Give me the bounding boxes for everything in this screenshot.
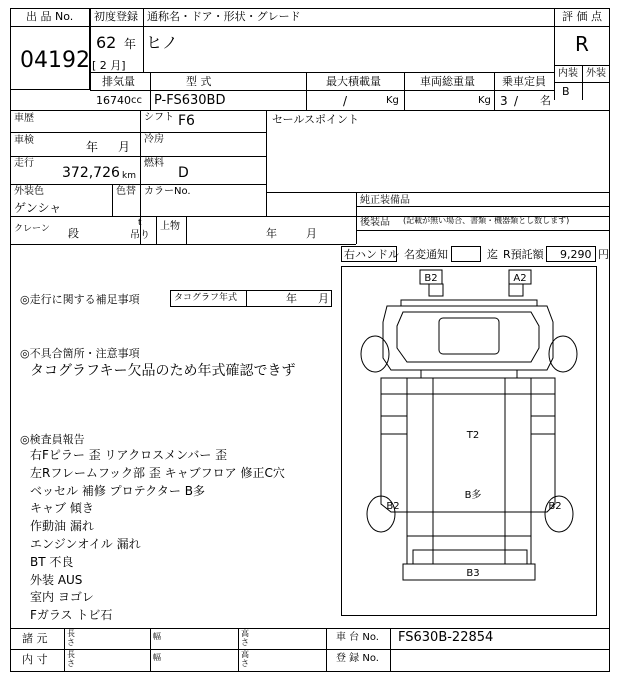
color-change-label: 色替 xyxy=(116,186,136,197)
shift-value: F6 xyxy=(178,113,195,129)
model-label: 型 式 xyxy=(186,75,212,88)
max-load-slash: / xyxy=(343,94,348,108)
width-label-2: 幅 xyxy=(153,653,161,662)
sales-point-label: セールスポイント xyxy=(272,113,360,126)
recycle-unit: 円 xyxy=(598,248,609,261)
interior-label: 内装 xyxy=(558,68,578,79)
oem-equipment-label: 純正装備品 xyxy=(360,195,410,206)
inspector-line: エンジンオイル 漏れ xyxy=(30,536,141,551)
mark-b3: B3 xyxy=(466,568,480,579)
crane-label: クレーン xyxy=(14,224,50,234)
fuel-value: D xyxy=(178,165,189,181)
gross-weight-label: 車両総重量 xyxy=(420,75,475,88)
truck-diagram xyxy=(341,266,597,616)
max-load-label: 最大積載量 xyxy=(326,75,381,88)
recycle-label: R預託額 xyxy=(503,248,544,261)
inspector-line: Fガラス トビ石 xyxy=(30,608,113,623)
supplement-title: ◎走行に関する補足事項 xyxy=(20,293,140,306)
mount-label: 上物 xyxy=(160,221,180,232)
mark-t2: T2 xyxy=(466,430,480,441)
capacity-unit: 名 xyxy=(540,94,551,107)
model-value: P-FS630BD xyxy=(154,93,226,108)
defect-title: ◎不具合箇所・注意事項 xyxy=(20,347,140,360)
first-reg-month: [ 2 月] xyxy=(92,59,126,72)
shift-label: シフト xyxy=(144,112,174,123)
length-label: 長さ xyxy=(67,629,75,647)
displacement-unit: cc xyxy=(131,95,142,106)
color-code-label: カラーNo. xyxy=(144,186,191,197)
inspection-month-unit: 月 xyxy=(118,140,131,154)
inspector-line: 左Rフレームフック部 歪 キャブフロア 修正C穴 xyxy=(30,465,285,480)
inspector-line: 外装 AUS xyxy=(30,572,83,587)
color-value: ゲンシャ xyxy=(14,201,62,215)
tachograph-label: タコグラフ年式 xyxy=(174,293,238,303)
history-label: 車歴 xyxy=(14,113,34,124)
name-label: 通称名・ドア・形状・グレード xyxy=(147,10,301,23)
crane-t: t xyxy=(138,218,142,228)
mark-b2-top: B2 xyxy=(424,273,438,284)
height-label: 高さ xyxy=(241,629,249,647)
inspector-line: キャブ 傾き xyxy=(30,501,94,516)
capacity-label: 乗車定員 xyxy=(502,75,546,88)
mark-b-many: B多 xyxy=(464,490,482,501)
year-unit: 年 xyxy=(124,37,137,51)
ac-label: 冷房 xyxy=(144,134,164,145)
first-reg-label: 初度登録 xyxy=(94,10,138,23)
first-reg-year: 62 xyxy=(96,33,117,52)
tachograph-year-unit: 年 xyxy=(286,292,297,305)
crane-hang: 吊り xyxy=(130,230,150,241)
overall-grade: R xyxy=(575,32,589,56)
inspector-title: ◎検査員報告 xyxy=(20,433,85,446)
inspector-line: 右Fピラー 歪 リアクロスメンバー 歪 xyxy=(30,448,228,462)
displacement-label: 排気量 xyxy=(102,75,135,88)
gross-weight-unit: Kg xyxy=(478,95,491,106)
length-label-2: 長さ xyxy=(67,650,75,668)
exterior-label: 外装 xyxy=(586,68,606,79)
color-label: 外装色 xyxy=(14,186,44,197)
aftermarket-label: 後装品 xyxy=(360,217,390,228)
displacement-value: 16740 xyxy=(96,94,131,107)
chassis-label: 車 台 No. xyxy=(336,632,379,643)
defect-text: タコグラフキー欠品のため年式確認できず xyxy=(30,363,296,379)
mileage-unit: km xyxy=(122,171,136,181)
inspector-line: 室内 ヨゴレ xyxy=(30,590,94,605)
grade-label: 評 価 点 xyxy=(562,10,602,23)
registration-label: 登 録 No. xyxy=(336,653,379,664)
meter-change-box xyxy=(451,246,481,262)
tachograph-month-unit: 月 xyxy=(318,292,329,305)
inspection-year-unit: 年 xyxy=(86,140,99,154)
mark-b2-right: B2 xyxy=(548,501,562,512)
mark-a2: A2 xyxy=(513,273,527,284)
recycle-amount: 9,290 xyxy=(560,248,592,261)
steering-value: 右ハンドル xyxy=(344,248,399,261)
interior-grade: B xyxy=(562,85,570,98)
aftermarket-note: (記載が無い場合、書類・機器類とし数します) xyxy=(403,216,570,225)
mileage-value: 372,726 xyxy=(62,165,120,181)
inspector-line: BT 不良 xyxy=(30,554,74,569)
mount-year-unit: 年 xyxy=(266,227,277,240)
spec-label: 諸 元 xyxy=(22,632,48,645)
inspection-label: 車検 xyxy=(14,135,34,146)
lot-number: 04192 xyxy=(20,48,90,73)
fuel-label: 燃料 xyxy=(144,158,164,169)
mount-month-unit: 月 xyxy=(306,227,317,240)
car-name: ヒノ xyxy=(146,33,178,52)
max-load-unit: Kg xyxy=(386,95,399,106)
crane-stage-unit: 段 xyxy=(68,227,79,240)
lot-number-label: 出 品 No. xyxy=(26,10,74,23)
chassis-number: FS630B-22854 xyxy=(398,630,494,645)
width-label: 幅 xyxy=(153,632,161,641)
meter-change-label: 名変通知 xyxy=(404,248,448,261)
interior-dim-label: 内 寸 xyxy=(22,653,48,666)
height-label-2: 高さ xyxy=(241,650,249,668)
capacity-value: 3 xyxy=(500,94,508,108)
mileage-check-label: 迄 xyxy=(487,248,498,261)
inspector-line: ベッセル 補修 プロテクター B多 xyxy=(30,483,205,498)
inspector-line: 作動油 漏れ xyxy=(30,519,94,534)
capacity-slash: / xyxy=(514,94,519,108)
mark-b2-left: B2 xyxy=(386,501,400,512)
inspector-lines xyxy=(30,449,285,627)
mileage-label: 走行 xyxy=(14,158,34,169)
